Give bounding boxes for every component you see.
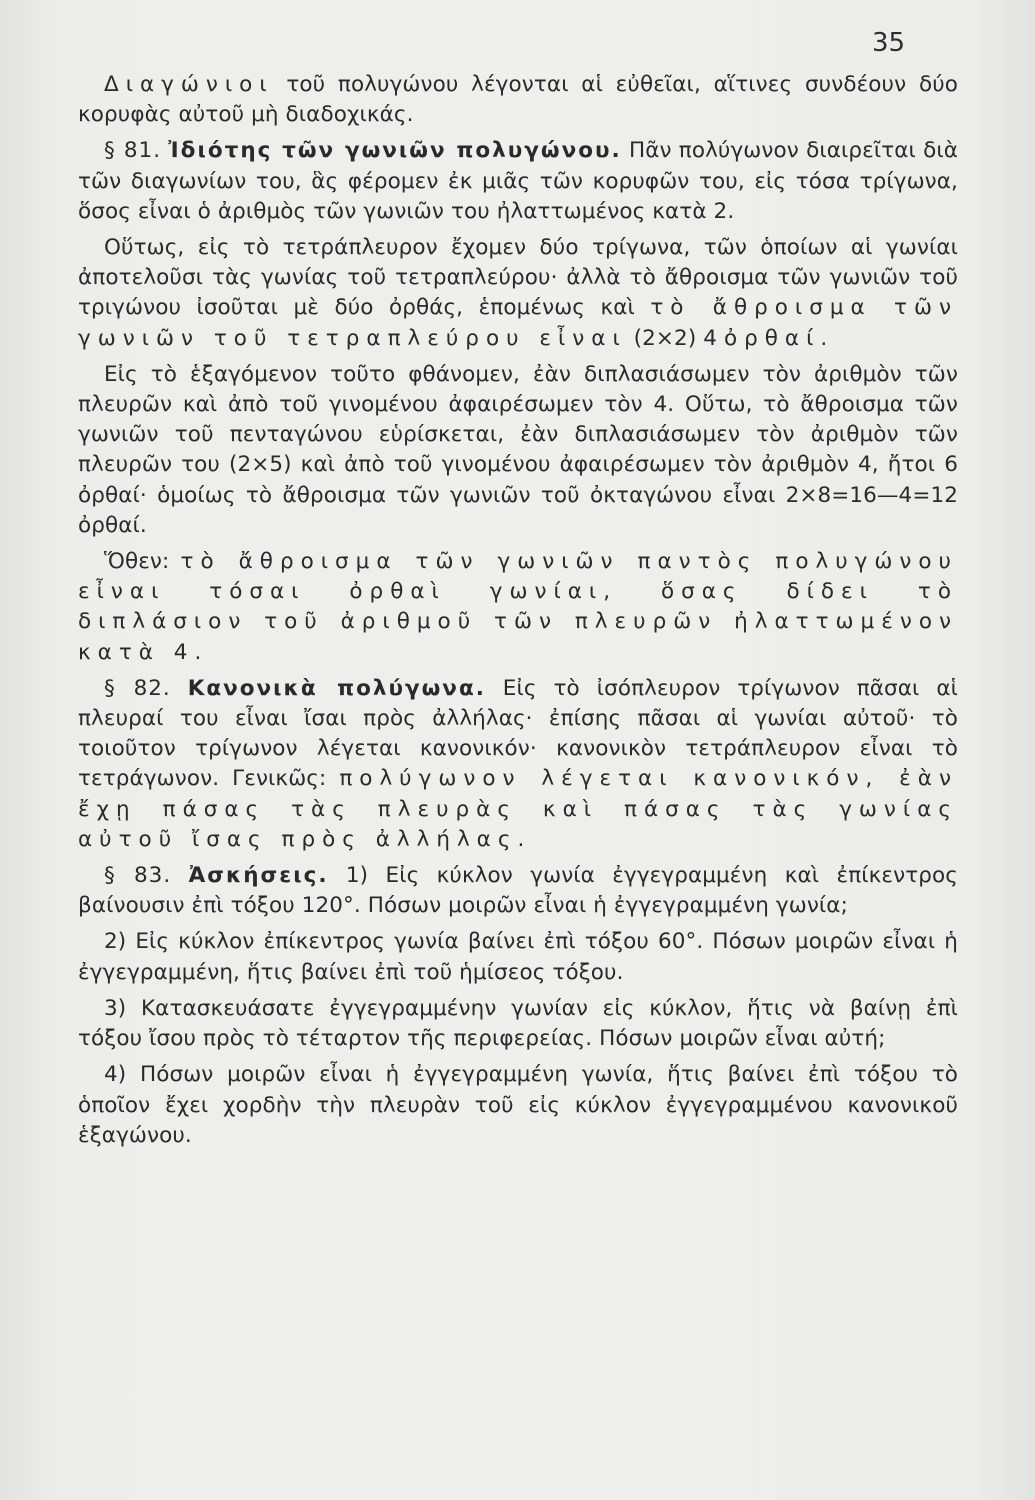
page-number: 35 (872, 28, 906, 58)
paragraph-diagonals (78, 70, 958, 130)
exercise-2: 2) Εἰς κύκλον ἐπίκεντρος γωνία βαίνει ἐπὶ τόξου 60°. Πόσων μοιρῶν εἶναι ἡ ἐγγεγραμμένη, ἥτις βαίνει ἐπὶ τοῦ ἡμίσεος τόξου. (78, 929, 958, 985)
exercise-4: 4) Πόσων μοιρῶν εἶναι ἡ ἐγγεγραμμένη γωνία, ἥτις βαίνει ἐπὶ τόξου τὸ ὁποῖον ἔχει χορδὴν τὴν πλευρὰν τοῦ εἰς κύκλον ἐγγεγραμμένου κανονικοῦ ἑξαγώνου. (78, 1062, 958, 1148)
paragraph-rule-start: Ὅθεν: (104, 549, 181, 575)
paragraph-section-81 (78, 136, 958, 227)
paragraph-section-83 (78, 861, 958, 921)
paragraph-section-82-definition: πολύγωνον λέγεται κανονικόν, ἐὰν ἔχῃ πάσας τὰς πλευρὰς καὶ πάσας τὰς γωνίας αὐτοῦ ἴσας πρὸς ἀλλήλας. (78, 766, 958, 852)
paragraph-rule-emphasis: τὸ ἄθροισμα τῶν γωνιῶν παντὸς πολυγώνου εἶναι τόσαι ὀρθαὶ γωνίαι, ὅσας δίδει τὸ διπλάσιον τοῦ ἀριθμοῦ τῶν πλευρῶν ἠλαττωμένον κατὰ 4. (78, 549, 958, 665)
exercise-3: 3) Κατασκευάσατε ἐγγεγραμμένην γωνίαν εἰς κύκλον, ἥτις νὰ βαίνῃ ἐπὶ τόξου ἴσου πρὸς τὸ τέταρτον τῆς περιφερείας. Πόσων μοιρῶν εἶναι αὐτή; (78, 995, 958, 1052)
paragraph-rule-derivation: Εἰς τὸ ἑξαγόμενον τοῦτο φθάνομεν, ἐὰν διπλασιάσωμεν τὸν ἀριθμὸν τῶν πλευρῶν καὶ ἀπὸ τοῦ γινομένου ἀφαιρέσωμεν τὸν 4. Οὕτω, τὸ ἄθροισμα τῶν γωνιῶν τοῦ πενταγώνου εὑρίσκεται, ἐὰν διπλασιάσωμεν τὸν ἀριθμὸν τῶν πλευρῶν του (2×5) καὶ ἀπὸ τοῦ γινομένου ἀφαιρέσωμεν τὸν ἀριθμὸν 4, ἤτοι 6 ὀρθαί· ὁμοίως τὸ ἄθροισμα τῶν γωνιῶν τοῦ ὀκταγώνου εἶναι 2×8=16—4=12 ὀρθαί. (78, 361, 958, 538)
section-number-82: § 82. (104, 675, 171, 701)
section-heading-82: Κανονικὰ πολύγωνα. (187, 675, 486, 701)
paragraph-section-81-text: Πᾶν πολύγωνον διαιρεῖται διὰ τῶν διαγωνίων του, ἃς φέρομεν ἐκ μιᾶς τῶν κορυφῶν του, εἰς τόσα τρίγωνα, ὅσος εἶναι ὁ ἀριθμὸς τῶν γωνιῶν του ἠλαττωμένος κατὰ 2. (78, 138, 959, 224)
paragraph-quadrilateral-end: ὀρθαί. (723, 325, 835, 351)
paragraph-diagonals-text: τοῦ πολυγώνου λέγονται αἱ εὐθεῖαι, αἵτινες συνδέουν δύο κορυφὰς αὐτοῦ μὴ διαδοχικάς. (78, 72, 958, 128)
term-diagonals: Διαγώνιοι (104, 72, 274, 97)
paragraph-quadrilateral (78, 233, 958, 354)
exercise-1: 1) Εἰς κύκλον γωνία ἐγγεγραμμένη καὶ ἐπίκεντρος βαίνουσιν ἐπὶ τόξου 120°. Πόσων μοιρῶν εἶναι ἡ ἐγγεγραμμένη γωνία; (78, 863, 958, 919)
paragraph-section-82-text: Εἰς τὸ ἰσόπλευρον τρίγωνον πᾶσαι αἱ πλευραί του εἶναι ἴσαι πρὸς ἀλλήλας· ἐπίσης πᾶσαι αἱ γωνίαι αὐτοῦ· τὸ τοιοῦτον τρίγωνον λέγεται κανονικόν· κανονικὸν τετράπλευρον εἶναι τὸ τετράγωνον. Γενικῶς: (78, 675, 958, 792)
paragraph-quadrilateral-formula: (2×2) 4 (626, 325, 724, 351)
section-heading-83: Ἀσκήσεις. (188, 863, 329, 889)
section-heading-81: Ἰδιότης τῶν γωνιῶν πολυγώνου. (168, 138, 622, 164)
paragraph-quadrilateral-emphasis: τὸ ἄθροισμα τῶν γωνιῶν τοῦ τετραπλεύρου εἶναι (78, 295, 958, 351)
section-number-83: § 83. (104, 863, 172, 889)
paragraph-quadrilateral-start: Οὕτως, εἰς τὸ τετράπλευρον ἔχομεν δύο τρίγωνα, τῶν ὁποίων αἱ γωνίαι ἀποτελοῦσι τὰς γωνίας τοῦ τετραπλεύρου· ἀλλὰ τὸ ἄθροισμα τῶν γωνιῶν τοῦ τριγώνου ἰσοῦται μὲ δύο ὀρθάς, ἑπομένως καὶ (78, 235, 958, 321)
section-number-81: § 81. (104, 138, 162, 164)
paragraph-section-82 (78, 674, 958, 855)
page-text (78, 70, 958, 1157)
paragraph-rule (78, 547, 958, 668)
